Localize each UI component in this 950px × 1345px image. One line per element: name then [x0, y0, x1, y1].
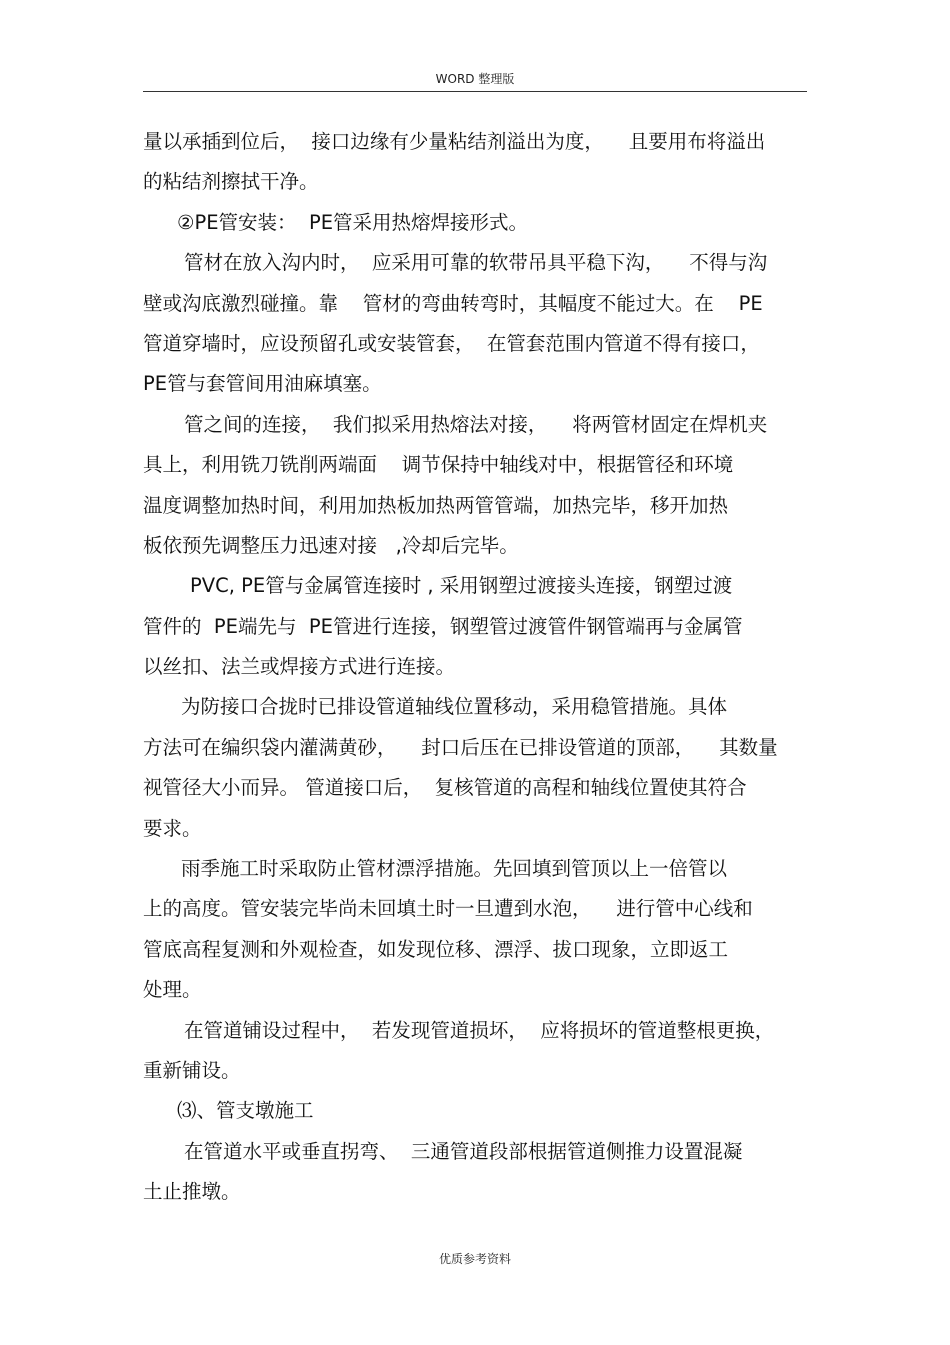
- text-line: 以丝扣、法兰或焊接方式进行连接。: [143, 655, 456, 679]
- text-line: 板依预先调整压力迅速对接 ,冷却后完毕。: [143, 533, 519, 557]
- text-line: 处理。: [143, 978, 202, 1002]
- text-line: 管底高程复测和外观检查，如发现位移、漂浮、拔口现象，立即返工: [143, 937, 729, 961]
- text-line: 管材在放入沟内时， 应采用可靠的软带吊具平稳下沟， 不得与沟: [184, 251, 768, 275]
- text-line: 视管径大小而异。 管道接口后， 复核管道的高程和轴线位置使其符合: [143, 776, 747, 800]
- text-line: 要求。: [143, 816, 202, 840]
- text-line: ②PE管安装： PE管采用热熔焊接形式。: [177, 210, 529, 234]
- text-line: 量以承插到位后， 接口边缘有少量粘结剂溢出为度， 且要用布将溢出: [143, 130, 766, 153]
- text-line: 温度调整加热时间，利用加热板加热两管管端，加热完毕，移开加热: [143, 493, 729, 517]
- text-line: 为防接口合拢时已排设管道轴线位置移动，采用稳管措施。具体: [181, 695, 728, 719]
- page-footer: 优质参考资料: [438, 1252, 511, 1266]
- text-line: PVC, PE管与金属管连接时 , 采用钢塑过渡接头连接，钢塑过渡: [190, 574, 733, 598]
- text-line: 上的高度。管安装完毕尚未回填土时一旦遭到水泡， 进行管中心线和: [143, 897, 753, 921]
- text-line: 管道穿墙时，应设预留孔或安装管套， 在管套范围内管道不得有接口，: [143, 331, 760, 355]
- text-line: 在管道水平或垂直拐弯、 三通管道段部根据管道侧推力设置混凝: [184, 1139, 743, 1163]
- document-body: [143, 122, 823, 1213]
- text-line: 在管道铺设过程中， 若发现管道损坏， 应将损坏的管道整根更换，: [184, 1018, 775, 1042]
- text-line: 的粘结剂擦拭干净。: [143, 170, 319, 194]
- text-line: 雨季施工时采取防止管材漂浮措施。先回填到管顶以上一倍管以: [181, 857, 728, 881]
- text-line: 管件的 PE端先与 PE管进行连接，钢塑管过渡管件钢管端再与金属管: [143, 614, 743, 638]
- header-divider: [143, 91, 807, 92]
- text-line: PE管与套管间用油麻填塞。: [143, 372, 382, 396]
- text-line: 壁或沟底激烈碰撞。靠 管材的弯曲转弯时，其幅度不能过大。在 PE: [143, 291, 763, 315]
- text-line: 重新铺设。: [143, 1058, 241, 1082]
- text-line: 方法可在编织袋内灌满黄砂， 封口后压在已排设管道的顶部， 其数量: [143, 735, 778, 759]
- text-line: 具上，利用铣刀铣削两端面 调节保持中轴线对中，根据管径和环境: [143, 453, 734, 477]
- text-line: 土止推墩。: [143, 1180, 241, 1204]
- text-line: 管之间的连接， 我们拟采用热熔法对接， 将两管材固定在焊机夹: [184, 412, 768, 436]
- page-header: WORD 整理版: [435, 72, 515, 86]
- text-line: ⑶、管支墩施工: [177, 1099, 314, 1123]
